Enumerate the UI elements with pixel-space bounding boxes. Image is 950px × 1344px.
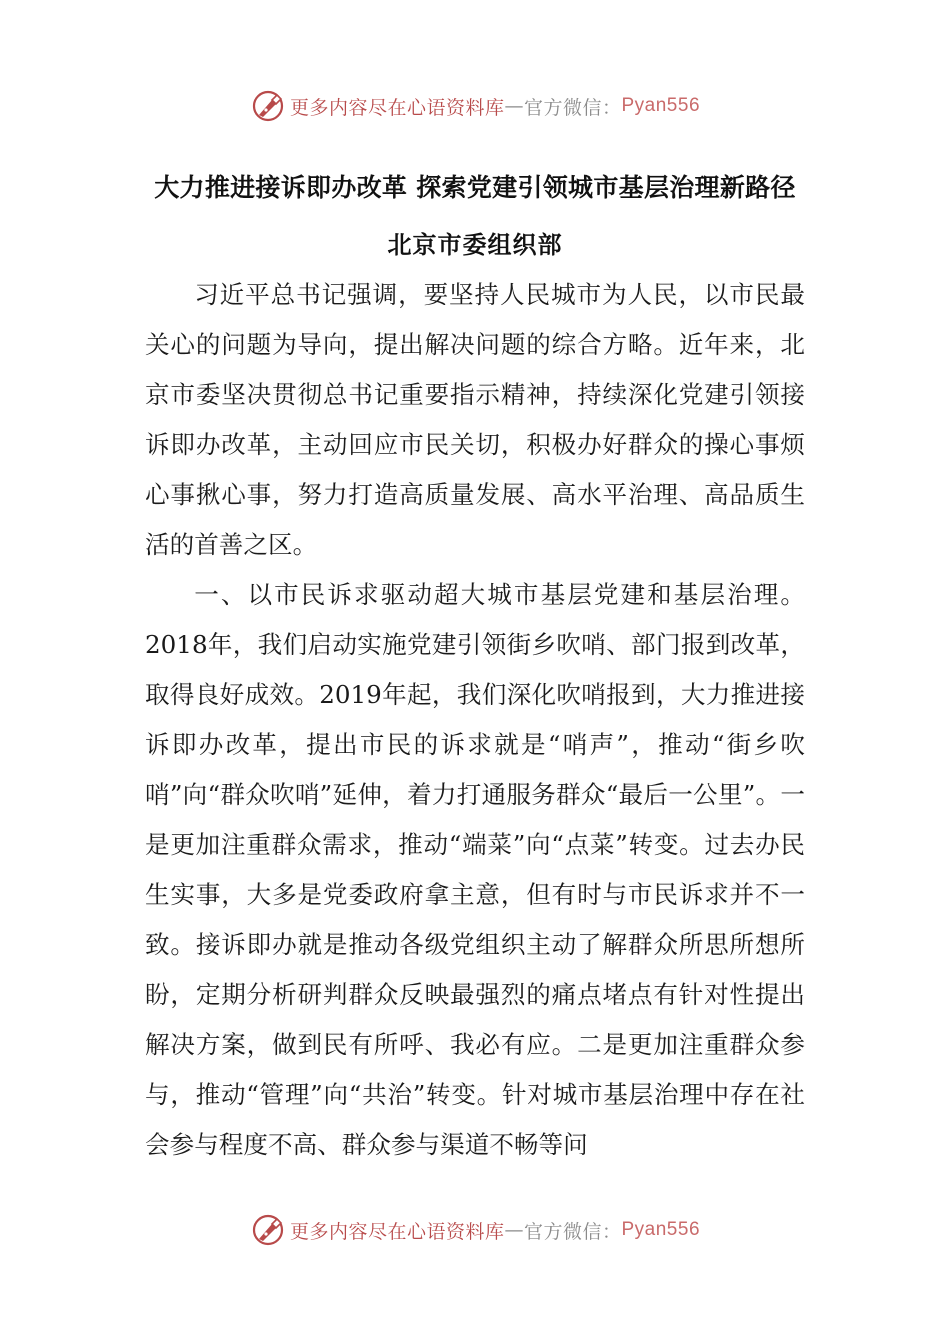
watermark-wechat-id: Pyan556 — [621, 1219, 701, 1240]
watermark-separator: — — [504, 1219, 524, 1241]
document-title: 大力推进接诉即办改革 探索党建引领城市基层治理新路径 — [154, 173, 796, 202]
watermark-wechat-label: 官方微信： — [523, 96, 622, 119]
document-author: 北京市委组织部 — [387, 231, 563, 259]
watermark-brand: 更多内容尽在心语资料库 — [289, 96, 505, 119]
watermark-wechat-label: 官方微信： — [523, 1220, 622, 1243]
body-paragraph: 一、以市民诉求驱动超大城市基层党建和基层治理。2018年，我们启动实施党建引领街乡吹哨、部门报到改革，取得良好成效。2019年起，我们深化吹哨报到，大力推进接诉即办改革，提出市民的诉求就是“哨声”，推动“街乡吹哨”向“群众吹哨”延伸，着力打通服务群众“最后一公里”。一是更加注重群众需求，推动“端菜”向“点菜”转变。过去办民生实事，大多是党委政府拿主意，但有时与市民诉求并不一致。接诉即办就是推动各级党组织主动了解群众所思所想所盼，定期分析研判群众反映最强烈的痛点堵点有针对性提出解决方案，做到民有所呼、我必有应。二是更加注重群众参与，推动“管理”向“共治”转变。针对城市基层治理中存在社会参与程度不高、群众参与渠道不畅等问 — [145, 580, 805, 1159]
watermark-separator: — — [504, 95, 524, 117]
pen-nib-logo-icon — [250, 1212, 286, 1248]
watermark-brand: 更多内容尽在心语资料库 — [289, 1220, 505, 1243]
pen-nib-logo-icon — [250, 88, 286, 124]
watermark-wechat-id: Pyan556 — [621, 95, 701, 116]
body-paragraph: 习近平总书记强调，要坚持人民城市为人民，以市民最关心的问题为导向，提出解决问题的综合方略。近年来，北京市委坚决贯彻总书记重要指示精神，持续深化党建引领接诉即办改革，主动回应市民关切，积极办好群众的操心事烦心事揪心事，努力打造高质量发展、高水平治理、高品质生活的首善之区。 — [145, 280, 805, 559]
watermark-banner-top — [0, 86, 950, 126]
watermark-banner-bottom — [0, 1210, 950, 1250]
